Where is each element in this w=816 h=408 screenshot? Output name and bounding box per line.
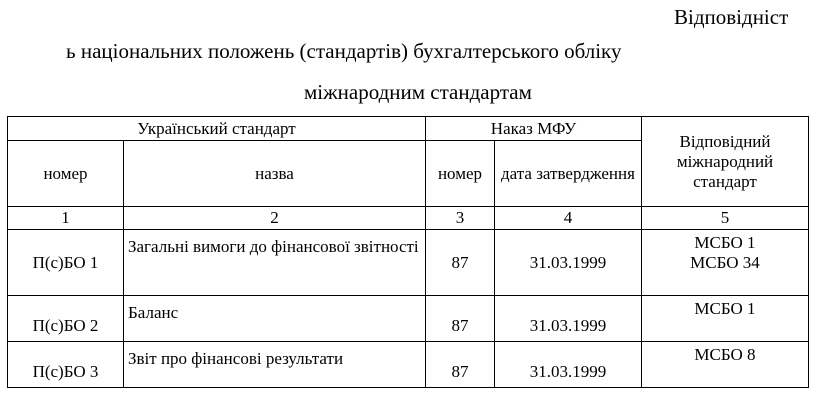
table-row	[8, 342, 809, 388]
standard-name: Загальні вимоги до фінансової звітності	[124, 230, 426, 296]
header-mfu-order: Наказ МФУ	[426, 117, 642, 141]
col-number: 3	[426, 207, 495, 230]
title-line-1: Відповідніст	[674, 5, 789, 29]
col-number: 4	[495, 207, 642, 230]
header-number: номер	[8, 141, 124, 207]
order-number: 87	[426, 296, 495, 342]
intl-standard	[642, 230, 809, 296]
standard-code: П(с)БО 3	[8, 342, 124, 388]
intl-standard	[642, 342, 809, 388]
intl-standard-item: МСБО 1	[694, 233, 756, 252]
column-numbers-row	[8, 207, 809, 230]
standard-code: П(с)БО 2	[8, 296, 124, 342]
table-row	[8, 296, 809, 342]
standard-name: Баланс	[124, 296, 426, 342]
header-order-number: номер	[426, 141, 495, 207]
col-number: 2	[124, 207, 426, 230]
approval-date: 31.03.1999	[495, 230, 642, 296]
intl-standard-item: МСБО 8	[694, 345, 756, 364]
header-ukr-standard: Український стандарт	[8, 117, 426, 141]
header-name: назва	[124, 141, 426, 207]
standards-table	[7, 116, 809, 388]
standard-name: Звіт про фінансові результати	[124, 342, 426, 388]
order-number: 87	[426, 230, 495, 296]
order-number: 87	[426, 342, 495, 388]
col-number: 1	[8, 207, 124, 230]
approval-date: 31.03.1999	[495, 342, 642, 388]
header-approval-date: дата затвердження	[495, 141, 642, 207]
col-number: 5	[642, 207, 809, 230]
approval-date: 31.03.1999	[495, 296, 642, 342]
intl-standard-item: МСБО 34	[690, 253, 760, 272]
intl-standard	[642, 296, 809, 342]
title-line-3: міжнародним стандартам	[304, 80, 532, 104]
standard-code: П(с)БО 1	[8, 230, 124, 296]
table-row	[8, 230, 809, 296]
header-intl-standard: Відповідний міжнародний стандарт	[642, 117, 809, 207]
title-line-2: ь національних положень (стандартів) бухгалтерського обліку	[66, 39, 622, 63]
intl-standard-item: МСБО 1	[694, 299, 756, 318]
header-row-1	[8, 117, 809, 141]
